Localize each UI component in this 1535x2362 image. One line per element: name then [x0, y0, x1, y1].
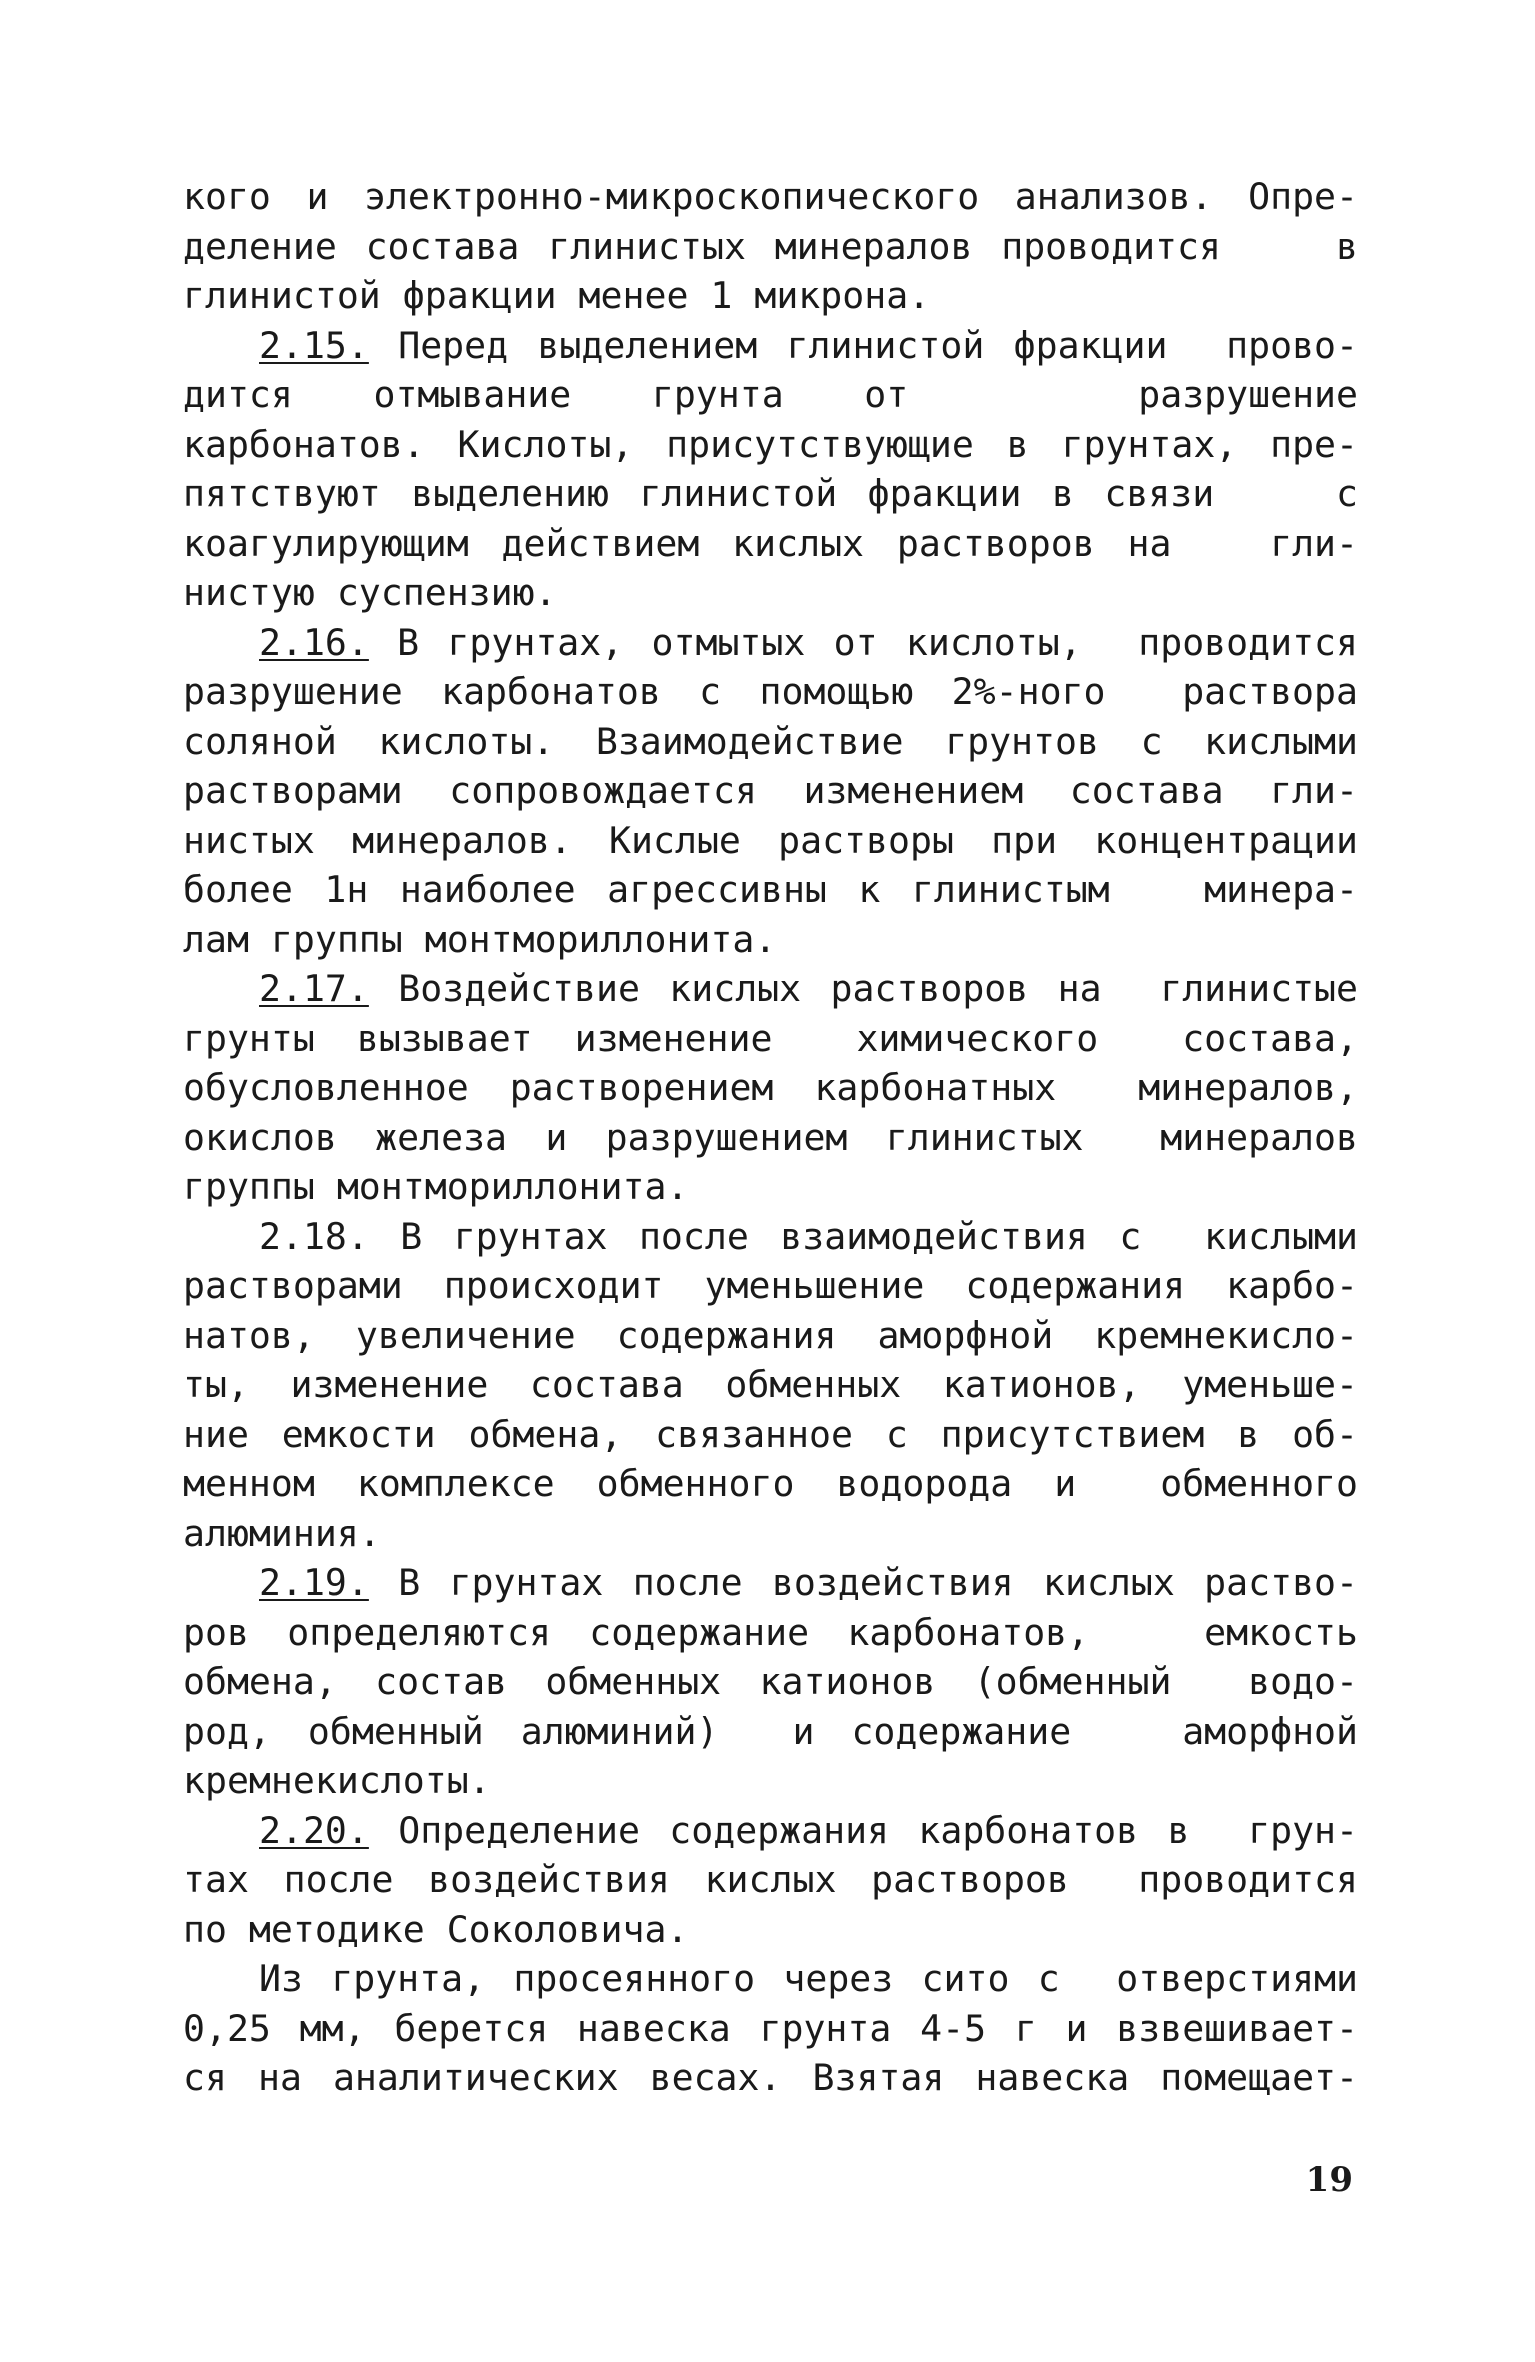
- text-line: растворами происходит уменьшение содержания карбо-: [183, 1264, 1358, 1307]
- text-line: ров определяются содержание карбонатов, емкость: [183, 1610, 1358, 1654]
- text-line: деление состава глинистых минералов проводится в: [183, 224, 1358, 268]
- paragraph-sample-first-line: Из грунта, просеянного через сито с отверстиями: [259, 1957, 1358, 2000]
- text-segment: В грунтах после воздействия кислых раство-: [368, 1561, 1358, 1604]
- section-number-2-17: 2.17.: [259, 967, 369, 1010]
- paragraph-2-18-first-line: 2.18. В грунтах после взаимодействия с кислыми: [259, 1214, 1358, 1258]
- text-segment: В грунтах, отмытых от кислоты, проводится: [368, 620, 1358, 664]
- paragraph-2-17-first-line: [183, 964, 1358, 1014]
- text-line: лам группы монтмориллонита.: [183, 917, 777, 961]
- text-line: кремнекислоты.: [183, 1759, 491, 1802]
- paragraph-2-19-first-line: [183, 1558, 1358, 1608]
- section-number-2-16: 2.16.: [259, 620, 369, 664]
- text-line: менном комплексе обменного водорода и обменного: [183, 1462, 1358, 1505]
- section-number-2-19: 2.19.: [259, 1561, 369, 1604]
- paragraph-2-20-first-line: [183, 1806, 1358, 1856]
- text-line: тах после воздействия кислых растворов проводится: [183, 1858, 1358, 1901]
- text-segment: Перед выделением глинистой фракции прово-: [368, 323, 1358, 367]
- text-line: нистую суспензию.: [183, 571, 557, 614]
- text-line: 0,25 мм, берется навеска грунта 4-5 г и взвешивает-: [183, 2006, 1358, 2050]
- text-line: алюминия.: [183, 1511, 381, 1555]
- text-line: карбонатов. Кислоты, присутствующие в грунтах, пре-: [183, 422, 1358, 466]
- text-line: нистых минералов. Кислые растворы при концентрации: [183, 818, 1358, 862]
- text-line: разрушение карбонатов с помощью 2%-ного раствора: [183, 670, 1358, 713]
- paragraph-2-15-first-line: [183, 321, 1358, 371]
- text-segment: Определение содержания карбонатов в грун-: [368, 1808, 1358, 1852]
- paragraph-2-16-first-line: [183, 618, 1358, 668]
- text-segment: Воздействие кислых растворов на глинистые: [368, 967, 1358, 1010]
- text-line: коагулирующим действием кислых растворов на гли-: [183, 521, 1358, 565]
- text-line: более 1н наиболее агрессивны к глинистым минера-: [183, 868, 1358, 911]
- text-line: кого и электронно-микроскопического анализов. Опре-: [183, 175, 1358, 218]
- text-line: растворами сопровождается изменением состава гли-: [183, 769, 1358, 812]
- page-number: 19: [1305, 2160, 1353, 2200]
- text-line: по методике Соколовича.: [183, 1907, 689, 1951]
- text-line: окислов железа и разрушением глинистых минералов: [183, 1115, 1358, 1159]
- text-line: глинистой фракции менее 1 микрона.: [183, 274, 931, 317]
- text-line: ние емкости обмена, связанное с присутствием в об-: [183, 1412, 1358, 1456]
- text-line: ся на аналитических весах. Взятая навеска помещает-: [183, 2056, 1358, 2099]
- text-line: род, обменный алюминий) и содержание аморфной: [183, 1709, 1358, 1753]
- body-text: [183, 172, 1358, 2103]
- text-segment: разрушение: [1138, 373, 1358, 416]
- text-line: [183, 370, 1358, 420]
- text-line: соляной кислоты. Взаимодействие грунтов с кислыми: [183, 719, 1358, 763]
- text-line: грунты вызывает изменение химического состава,: [183, 1016, 1358, 1060]
- text-segment: дится отмывание грунта от: [183, 373, 909, 416]
- text-line: группы монтмориллонита.: [183, 1165, 689, 1208]
- section-number-2-15: 2.15.: [259, 323, 369, 367]
- text-line: натов, увеличение содержания аморфной кремнекисло-: [183, 1313, 1358, 1357]
- text-line: обусловленное растворением карбонатных минералов,: [183, 1066, 1358, 1109]
- text-line: ты, изменение состава обменных катионов, уменьше-: [183, 1363, 1358, 1406]
- text-line: пятствуют выделению глинистой фракции в связи с: [183, 472, 1358, 515]
- section-number-2-20: 2.20.: [259, 1808, 369, 1852]
- text-line: обмена, состав обменных катионов (обменный водо-: [183, 1660, 1358, 1703]
